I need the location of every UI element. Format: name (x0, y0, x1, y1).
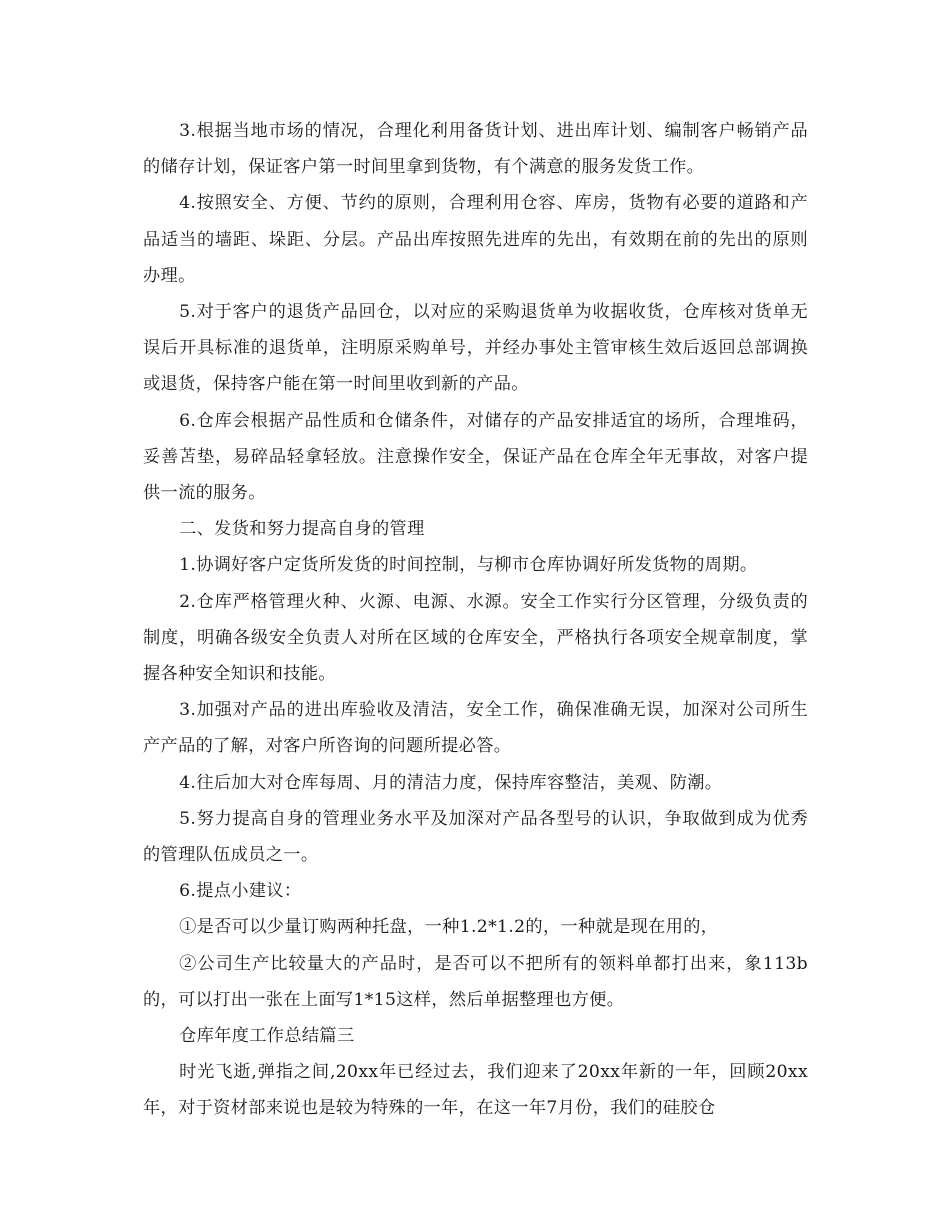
paragraph: 时光飞逝,弹指之间,20xx年已经过去，我们迎来了20xx年新的一年，回顾20xx年，对于资材部来说也是较为特殊的一年，在这一年7月份，我们的硅胶仓 (143, 1062, 808, 1119)
paragraph: 5.对于客户的退货产品回仓，以对应的采购退货单为收据收货，仓库核对货单无误后开具标准的退货单，注明原采购单号，并经办事处主管审核生效后返回总部调换或退货，保持客户能在第一时间里收到新的产品。 (143, 302, 808, 395)
paragraph: 3.根据当地市场的情况，合理化利用备货计划、进出库计划、编制客户畅销产品的储存计划，保证客户第一时间里拿到货物，有个满意的服务发货工作。 (143, 121, 808, 178)
section-heading: 仓库年度工作总结篇三 (179, 1026, 355, 1047)
paragraph: 4.按照安全、方便、节约的原则，合理利用仓容、库房，货物有必要的道路和产品适当的墙距、垛距、分层。产品出库按照先进库的先出，有效期在前的先出的原则办理。 (143, 193, 808, 286)
section-heading: 二、发货和努力提高自身的管理 (179, 519, 425, 540)
paragraph: ②公司生产比较量大的产品时，是否可以不把所有的领料单都打出来，象113b的，可以打出一张在上面写1*15这样，然后单据整理也方便。 (143, 953, 808, 1010)
paragraph: 1.协调好客户定货所发货的时间控制，与柳市仓库协调好所发货物的周期。 (179, 555, 758, 576)
paragraph: 5.努力提高自身的管理业务水平及加深对产品各型号的认识，争取做到成为优秀的管理队伍成员之一。 (143, 808, 808, 866)
paragraph: 2.仓库严格管理火种、火源、电源、水源。安全工作实行分区管理，分级负责的制度，明确各级安全负责人对所在区域的仓库安全，严格执行各项安全规章制度，掌握各种安全知识和技能。 (143, 591, 808, 685)
paragraph: ①是否可以少量订购两种托盘，一种1.2*1.2的，一种就是现在用的， (179, 917, 719, 938)
paragraph: 6.提点小建议： (179, 881, 302, 902)
paragraph: 3.加强对产品的进出库验收及清洁，安全工作，确保准确无误，加深对公司所生产产品的了解，对客户所咨询的问题所提必答。 (143, 700, 808, 757)
paragraph: 6.仓库会根据产品性质和仓储条件，对储存的产品安排适宜的场所，合理堆码，妥善苫垫，易碎品轻拿轻放。注意操作安全，保证产品在仓库全年无事故，对客户提供一流的服务。 (143, 410, 808, 504)
paragraph: 4.往后加大对仓库每周、月的清洁力度，保持库容整洁，美观、防潮。 (179, 772, 723, 793)
document-body (143, 113, 808, 1127)
